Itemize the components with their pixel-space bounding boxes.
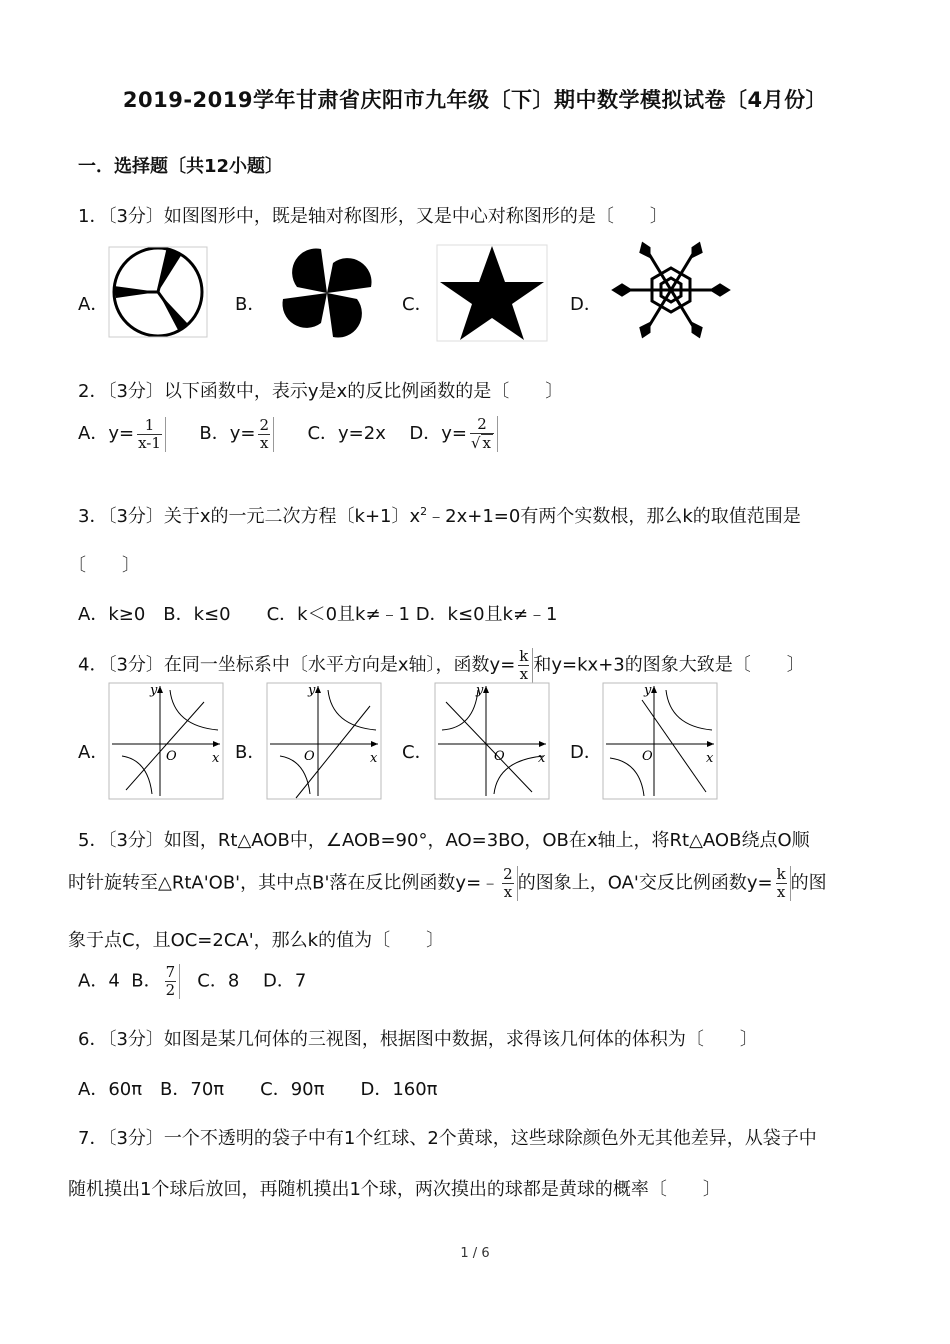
q1-figure-b-pinwheel [268,246,386,340]
svg-text:y: y [150,683,158,698]
q4-graph-c [434,682,550,800]
page-number: 1 / 6 [460,1246,490,1261]
section-heading: 一．选择题〔共12小题〕 [78,156,284,177]
svg-text:y: y [308,683,316,698]
q2-d-fraction: $\frac{2}{√ x}$ [467,416,498,452]
page-title: 2019-2019学年甘肃省庆阳市九年级〔下〕期中数学模拟试卷〔4月份〕 [122,88,828,112]
q4-option-d-label: D． [570,742,602,763]
q4-option-b-label: B． [235,742,266,763]
q4-option-a-label: A． [78,742,109,763]
q2-b-fraction: $\frac{2}{x}$ [255,417,274,452]
question-7-line2: 随机摸出1个球后放回，再随机摸出1个球，两次摸出的球都是黄球的概率〔 〕 [68,1179,721,1200]
svg-text:O: O [304,749,315,764]
question-5-options: A．4 B． $\frac{7}{2}$ C．8 D．7 [78,963,307,999]
q4-graph-d [602,682,718,800]
svg-text:O: O [494,749,505,764]
svg-text:x: x [370,751,378,766]
q4-graph-a [108,682,224,800]
question-1: 1．〔3分〕如图图形中，既是轴对称图形，又是中心对称图形的是〔 〕 [78,206,668,227]
q2-option-a: A．y= [78,423,135,444]
question-3-line2: 〔 〕 [68,555,140,576]
q2-options [78,416,498,452]
svg-text:O: O [642,749,653,764]
q1-option-c-label: C． [402,294,433,315]
q4-graph-b [266,682,382,800]
question-7-line1: 7．〔3分〕一个不透明的袋子中有1个红球、2个黄球，这些球除颜色外无其他差异，从袋子中 [78,1128,817,1149]
q1-figure-c-star [436,244,548,342]
question-5-line2: 时针旋转至△RtA'OB'，其中点B'落在反比例函数y=﹣ $\frac{2}{x}$ 的图象上，OA'交反比例函数y= $\frac{k}{x}$ 的图 [68,865,827,901]
svg-text:y: y [476,683,484,698]
svg-text:x: x [706,751,714,766]
q5-option-b-fraction: $\frac{7}{2}$ [162,964,181,999]
question-5-line3: 象于点C，且OC=2CA'，那么k的值为〔 〕 [68,930,445,951]
q4-option-c-label: C． [402,742,433,763]
svg-text:y: y [644,683,652,698]
q1-option-a-label: A． [78,294,109,315]
question-4: 4．〔3分〕在同一坐标系中〔水平方向是x轴〕，函数y= $\frac{k}{x}$ 和y=kx+3的图象大致是〔 〕 [78,647,805,683]
svg-text:x: x [538,751,546,766]
question-3-options: A．k≥0 B．k≤0 C．k＜0且k≠﹣1 D．k≤0且k≠﹣1 [78,604,558,625]
q2-option-b: B．y= [199,423,256,444]
q2-option-c: C．y=2x [307,423,386,444]
svg-text:O: O [166,749,177,764]
q1-figure-a-circle [108,246,208,338]
q5-fraction-2: $\frac{k}{x}$ [773,866,791,901]
question-2: 2．〔3分〕以下函数中，表示y是x的反比例函数的是〔 〕 [78,381,564,402]
q1-option-b-label: B． [235,294,266,315]
q1-figure-d-snowflake [606,238,736,342]
q2-a-fraction: $\frac{1}{x-1}$ [134,417,166,452]
question-6-options: A．60π B．70π C．90π D．160π [78,1079,438,1100]
question-3-line1: 3．〔3分〕关于x的一元二次方程〔k+1〕$x^2﹣2x+1=0$有两个实数根，那么k的取值范围是 [78,505,801,527]
q5-fraction-1: $\frac{2}{x}$ [499,866,518,901]
question-6: 6．〔3分〕如图是某几何体的三视图，根据图中数据，求得该几何体的体积为〔 〕 [78,1029,758,1050]
question-5-line1: 5．〔3分〕如图，Rt△AOB中，∠AOB=90°，AO=3BO，OB在x轴上，将Rt△AOB绕点O顺 [78,830,810,851]
q2-option-d: D．y= [409,423,467,444]
svg-text:x: x [212,751,220,766]
q1-option-d-label: D． [570,294,602,315]
q4-fraction: $\frac{k}{x}$ [515,648,533,683]
